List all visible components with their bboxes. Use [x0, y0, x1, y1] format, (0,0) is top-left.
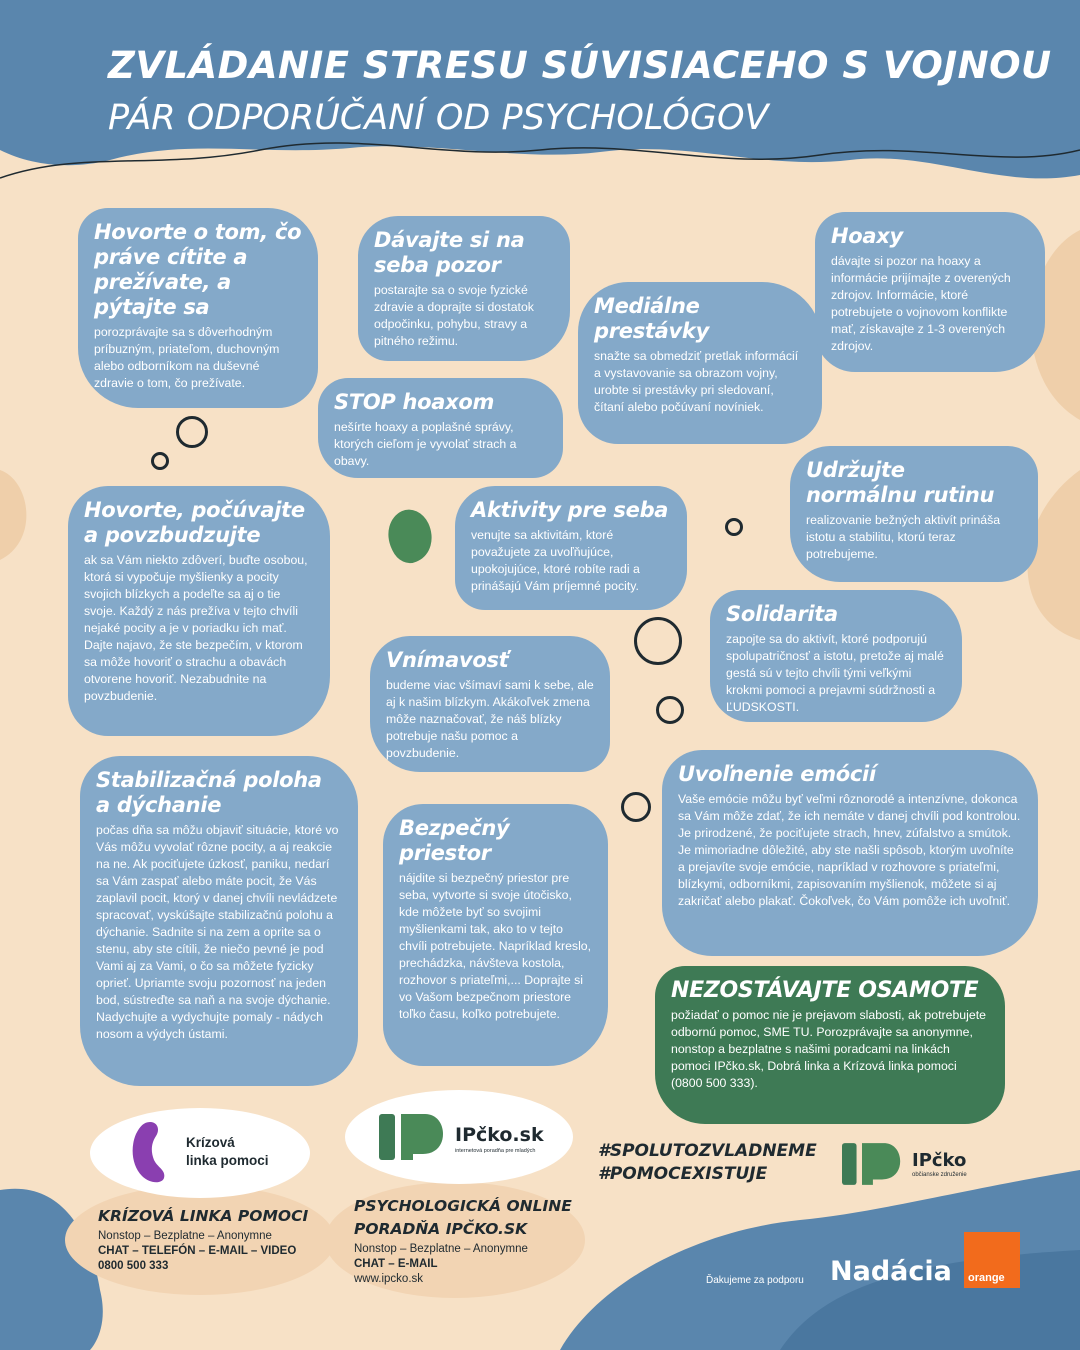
card-text: postarajte sa o svoje fyzické zdravie a doprajte si dostatok odpočinku, pohybu, stravy a pitného režimu.: [374, 283, 534, 348]
logo-krizova-line1: Krízová: [186, 1135, 235, 1150]
card-udrzujte-rutinu: [790, 446, 1038, 582]
ipcko-logo-icon: [842, 1140, 902, 1188]
deco-circle: [725, 518, 743, 536]
card-text: dávajte si pozor na hoaxy a informácie prijímajte z overených zdrojov. Informácie, ktoré potrebujete o vojnovom konflikte mať, získavajte z 1-3 overených zdrojov.: [831, 254, 1011, 353]
hashtags: [598, 1140, 817, 1186]
deco-left: [0, 470, 26, 560]
footer-poradna-title1: PSYCHOLOGICKÁ ONLINE: [354, 1197, 572, 1215]
card-title: Hoaxy: [831, 224, 903, 248]
card-title: Uvoľnenie emócií: [678, 762, 876, 786]
card-vnimavost: [370, 636, 610, 772]
nadacia-logo-text: Nadácia: [830, 1256, 952, 1287]
deco-circle: [634, 617, 682, 665]
card-hovorte-pocuvajte: [68, 486, 330, 736]
footer-poradna-line1: Nonstop – Bezplatne – Anonymne: [354, 1243, 528, 1255]
footer-poradna-line2: CHAT – E-MAIL: [354, 1258, 438, 1270]
card-title: Mediálne prestávky: [594, 294, 709, 343]
card-nezostavajte-osamote: [655, 966, 1005, 1124]
orange-logo: [964, 1232, 1020, 1288]
card-title: Solidarita: [726, 602, 838, 626]
card-hovorte-o-tom: [78, 208, 318, 408]
logo-ipcko-sk-tagline: internetová poradňa pre mladých: [455, 1148, 536, 1154]
card-text: počas dňa sa môžu objaviť situácie, ktoré vo Vás môžu vyvolať rôzne pocity, a aj reakcie na ne. Ak pociťujete úzkosť, paniku, nedarí sa Vám zaspať alebo máte pocit, že Vás zaplavil pocit, ktorý v danej chvíli nevládzete spracovať, vyskúšajte stabilizačnú polohu a dýchanie. Sadnite si na zem a oprite sa o stenu, aby ste cítili, že niečo pevné je pod Vami aj za Vami, o čo sa môžete fyzicky oprieť. Upriamte svoju pozornosť na jeden bod, sústreďte sa naň a na svoje dýchanie. Nadychujte a vydychujte pomaly - nádych nosom a výdych ústami.: [96, 823, 339, 1041]
card-title: Bezpečný priestor: [399, 816, 510, 865]
card-medialne-prestavky: [578, 282, 822, 444]
card-text: budeme viac všímaví sami k sebe, ale aj k našim blízkym. Akákoľvek zmena môže naznačovať, že náš blízky potrebuje našu pomoc a povzbudenie.: [386, 678, 594, 760]
page-subtitle: PÁR ODPORÚČANÍ OD PSYCHOLÓGOV: [108, 98, 769, 138]
card-text: ak sa Vám niekto zdôverí, buďte osobou, ktorá si vypočuje myšlienky a pocity svojich blízkych a podeľte sa aj o tie svoje. Každý z nás prežíva v tejto chvíli nejaké pocity a je v poriadku ich mať. Dajte najavo, že ste bezpečím, v ktorom sa môže hovoriť o strachu a obavách otvorene hovoriť. Nezabudnite na povzbudenie.: [84, 553, 308, 703]
card-text: nešírte hoaxy a poplašné správy, ktorých cieľom je vyvolať strach a obavy.: [334, 420, 517, 468]
deco-circle: [176, 416, 208, 448]
card-title: Aktivity pre seba: [471, 498, 669, 522]
logo-krizova-line2: linka pomoci: [186, 1153, 269, 1168]
card-title: Udržujte normálnu rutinu: [806, 458, 995, 507]
footer-poradna-title2: PORADŇA IPČKO.SK: [354, 1220, 528, 1238]
footer-krizova-line1: Nonstop – Bezplatne – Anonymne: [98, 1230, 272, 1242]
card-bezpecny-priestor: [383, 804, 608, 1066]
orange-logo-text: orange: [968, 1272, 1005, 1284]
card-text: nájdite si bezpečný priestor pre seba, vytvorte si svoje útočisko, kde môžete byť so svojimi myšlienkami tak, ako to v tejto chvíli potrebujete. Napríklad kreslo, prechádzka, návšteva kostola, rozhovor s priateľmi,... Doprajte si vo Vašom bezpečnom priestore toľko času, koľko potrebujete.: [399, 871, 592, 1021]
thanks-text: Ďakujeme za podporu: [706, 1275, 804, 1286]
card-text: požiadať o pomoc nie je prejavom slabosti, ak potrebujete odbornú pomoc, SME TU. Porozprávajte sa anonymne, nonstop a bezplatne s našimi poradcami na linkách pomoci IPčko.sk, Dobrá linka a Krízová linka pomoci (0800 500 333).: [671, 1008, 986, 1090]
footer-krizova-line2: CHAT – TELEFÓN – E-MAIL – VIDEO: [98, 1245, 297, 1257]
hashtag-spolutozvladneme: #SPOLUTOZVLADNEME: [598, 1141, 817, 1161]
card-title: Stabilizačná poloha a dýchanie: [96, 768, 322, 817]
footer-krizova-phone: 0800 500 333: [98, 1260, 169, 1272]
card-text: realizovanie bežných aktivít prináša istotu a stabilitu, ktorú teraz potrebujeme.: [806, 513, 1001, 561]
card-text: porozprávajte sa s dôverhodným príbuzným, priateľom, duchovným alebo odborníkom na duševné zdravie o tom, čo prežívate.: [94, 325, 280, 390]
deco-circle: [656, 696, 684, 724]
footer-poradna-info: [354, 1196, 572, 1287]
card-stop-hoaxom: [318, 378, 563, 478]
card-title: Vnímavosť: [386, 648, 509, 672]
card-title: Hovorte o tom, čo práve cítite a prežívate, a pýtajte sa: [94, 220, 302, 319]
card-title: NEZOSTÁVAJTE OSAMOTE: [671, 978, 979, 1003]
logo-bubble-krizova: [90, 1108, 310, 1198]
page-title: ZVLÁDANIE STRESU SÚVISIACEHO S VOJNOU: [108, 44, 1052, 87]
logo-bubble-ipcko-sk: [345, 1090, 573, 1184]
logo-ipcko-name: IPčko: [912, 1150, 967, 1171]
card-stabilizacna-poloha: [80, 756, 358, 1086]
phone-handset-icon: [128, 1120, 168, 1184]
deco-circle: [151, 452, 169, 470]
footer-poradna-link[interactable]: www.ipcko.sk: [354, 1273, 424, 1285]
card-text: venujte sa aktivitám, ktoré považujete za uvoľňujúce, upokojujúce, ktoré robíte radi a prinášajú Vám príjemné pocity.: [471, 528, 640, 593]
footer-krizova-info: [98, 1206, 308, 1274]
card-text: snažte sa obmedziť pretlak informácií a vystavovanie sa obrazom vojny, urobte si prestávky pri sledovaní, čítaní alebo počúvaní novíniek.: [594, 349, 799, 414]
card-solidarita: [710, 590, 962, 722]
card-title: Dávajte si na seba pozor: [374, 228, 525, 277]
card-title: Hovorte, počúvajte a povzbudzujte: [84, 498, 305, 547]
deco-circle: [621, 792, 651, 822]
card-text: zapojte sa do aktivít, ktoré podporujú spolupatričnosť a istotu, pretože aj malé gestá sú v tejto chvíli tými veľkými krokmi pomoci a prejavmi súdržnosti a ĽUDSKOSTI.: [726, 632, 944, 714]
footer-krizova-title: KRÍZOVÁ LINKA POMOCI: [98, 1207, 309, 1225]
logo-ipcko-sk-name: IPčko.sk: [455, 1124, 544, 1146]
card-hoaxy: [815, 212, 1045, 372]
card-title: STOP hoaxom: [334, 390, 495, 414]
hashtag-pomocexistuje: #POMOCEXISTUJE: [598, 1164, 768, 1184]
card-text: Vaše emócie môžu byť veľmi rôznorodé a intenzívne, dokonca sa Vám môže zdať, že ich nemáte v danej chvíli pod kontrolou. Je prirodzené, že pociťujete strach, hnev, zúfalstvo a smútok. Je mimoriadne dôležité, aby ste našli spôsob, ktorým uvoľníte a prejavíte svoje emócie, napríklad v rozhovore s priateľmi, blízkymi, odborníkmi, zapisovaním myšlienok, môžete si aj zakričať alebo plakať. Čokoľvek, čo Vám pomôže ich uvoľniť.: [678, 792, 1021, 908]
ipcko-logo-icon: [379, 1112, 445, 1162]
card-aktivity-pre-seba: [455, 486, 687, 610]
logo-ipcko-tagline: občianske združenie: [912, 1172, 967, 1178]
card-davajte-si-pozor: [358, 216, 570, 361]
card-uvolnenie-emocii: [662, 750, 1038, 956]
